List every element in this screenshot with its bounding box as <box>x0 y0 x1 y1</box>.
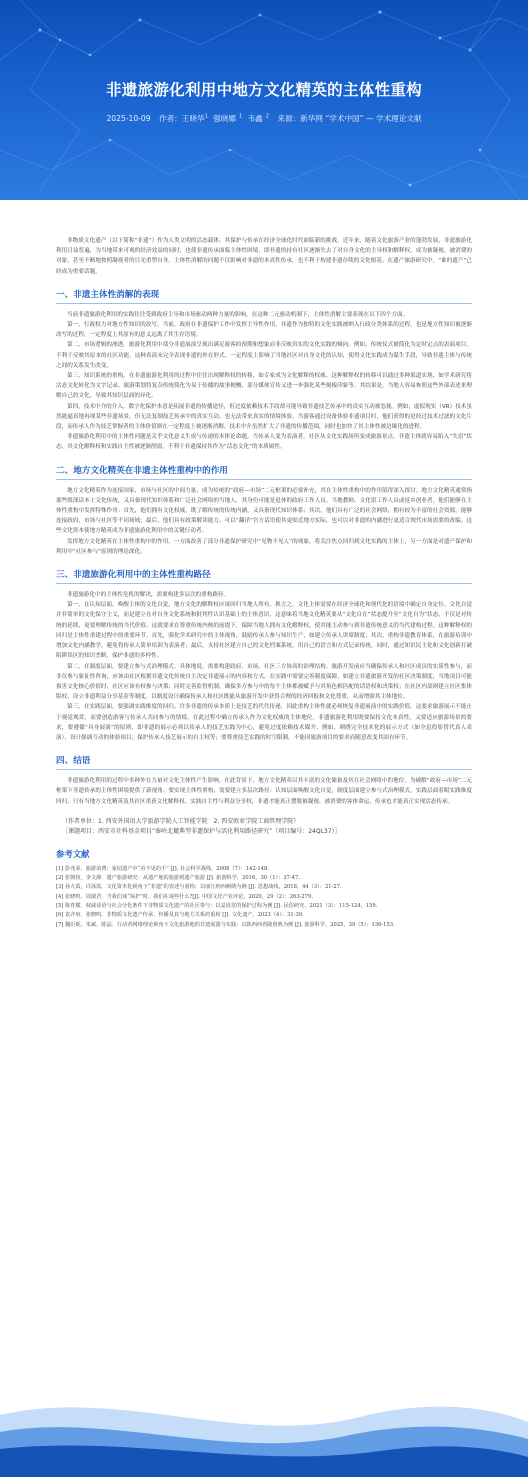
section-paragraph: 第二，在制度层面，要建立参与式治理模式。具体地说，需要构建政府、市场、社区三方协商的治理结构。旅游开发前应当确保传承人和社区成员的实质性参与，而非仅参与象征性咨询，应该由社区根据非遗文化传统自主决定非遗展示的内容和方式。在实践中需要完善制度保障，如建立非遗旅游开发的社区决策制度，当地项目可能损害文化核心价值时，社区应该有权参与决策；同时完善监督机制，确保多方参与中的每个主体都被赋予与其角色相匹配的话语权和决策权；在社区内部则建立社区集体版权、设立非遗利益分享基金等制度。以制度设计确保传承人和社区既能从旅游开发中获得合理的经济回报和文化尊重，从而增强其主体地位。 <box>56 663 472 701</box>
section-heading: 二、地方文化精英在非遗主体性重构中的作用 <box>56 465 228 476</box>
section-paragraph: 地方文化精英作为连接国家、市场与社区的中间力量，成为传统的“政府—市场”二元框架的必要补充，其在主体性重构中的作用值得深入探讨。地方文化精英通常指那些既深谙本土文化传统，又具备现代知识体系和广泛社会网络的当地人，其身份可能是退休的政府工作人员、当地教师、文化馆工作人员或返乡创业者。他们能够在主体性重构中发挥特殊作用：首先，他们拥有文化权威，既了解传统的传统内涵，又具备现代知识体系；其次，他们具有广泛的社会网络，拥有较为丰富的社会资源，能够连接政府、市场与社区等不同场域；最后，他们具有政策解读能力，可以“翻译”官方话语使其更贴近地方实际，也可以对非遗的内涵进行更适合现代市场需要的改编。这些文化资本使地方精英成为非遗旅游化利用中的关键行动者。 <box>56 487 472 535</box>
section-paragraph: 发挥地方文化精英在主体性重构中的作用，一方面改善了部分非遗保护研究中“见物不见人”的现象，将关注焦点回归到文化实践的主体上，另一方面是对遗产保护和利用中“社区参与”原则的理论深化。 <box>56 538 472 555</box>
reference-list <box>56 865 472 930</box>
source-line: 来源：新华网 “学术中国” — 学术理论文献 <box>277 114 422 123</box>
section-heading: 三、非遗旅游化利用中的主体性重构路径 <box>56 570 211 581</box>
section-divider <box>56 303 472 304</box>
author-name: 强晓娜 <box>213 114 236 123</box>
author-affiliation-note <box>56 817 472 838</box>
reference-item: [5] 陈育耀．权威话语与社会分化条件下非物质文化遗产的社区参与：以妥瑶堂的保护过程为例 [J]. 民俗研究，2021（3）：115-124，159. <box>56 902 378 909</box>
section-divider <box>56 479 472 480</box>
section-paragraph: 第二，市场逻辑的渗透。旅游化利用中部分非遗展演呈现出满足游客的预期和想象而非反映真实的文化实践的倾向。例如，传统仪式被简化为定时定点的表演项目，不利于反映其原本的社区功能。这种表演未完全表现非遗的外在形式，一定程度上影响了当地社区对自身文化的认知，使得文化实践成为谋生手段，导致非遗主体与传统之间的关系发生改变。 <box>56 342 472 369</box>
section-paragraph: 非遗旅游化利用中的主体性问题是关乎文化意义生成与传递的本体论命题。当传承人变为表演者，社区从文化实践场所变成旅游景点，非遗主体就容易陷入“失语”状态，其文化解释权和实践自主性被逐渐削弱，不利于非遗保持其作为“活态文化”的本质属性。 <box>56 434 472 451</box>
reference-item: [7] 魏臣妮，朱斌，陈晶．行动者网络理论视角下文化旅游地的非遗展演与实践：以陕西西省陇督典为例 [J]. 旅游科学，2025，39（5）：136-153. <box>56 921 395 928</box>
article-meta <box>0 113 528 124</box>
intro-paragraph: 非物质文化遗产（以下简称“非遗”）作为人类文明的活态载体，其保护与传承在经济全球化时代面临新的挑战。近年来，随着文化旅游产业的蓬勃发展，非遗旅游化利用日益普遍，为当地带来可观的经济效益的同时，也使非遗传承面临主体性困境，即非遗的持有社区逐渐失去了对自身文化的主导权和解释权，成为被凝视、被消费的对象，甚至不断地按照凝视者的目光重塑自身。主体性消解的问题不仅影响对非遗的本真性传承，也不利于构建非遗存续的文化根基。在遗产旅游研究中，“谁的遗产”已经成为重要话题。 <box>56 238 472 275</box>
section-divider <box>56 583 472 584</box>
section-paragraph: 第一，在认知层面，唤醒主体的文化自觉，地方文化的解释权应该回归当地人所有。换言之，文化主体需要在经济全球化和现代化的语境中确定自身定位。文化自觉并非简单的文化保守主义，而是建立在对自身文化系统和批判性认识基础上的主体意识。这意味着当地文化精英要从“文化自在”状态提升至“文化自为”状态，不仅是对传统的延续，更要理解传统的当代价值。这就要求在尊重传统内核的前提下，保障当地人拥有文化解释权，使其能主动参与到非遗传统意义的当代建构过程。这种解释权的回归是主体性重建过程中的重要环节。首先，强化学术研究中的主体视角，鼓励传承人参与知识生产，如建立传承人讲席制度；其次，重构非遗教育体系，在旅游培训中增加文化内涵教学，避免将传承人简单培训为表演者；最后，支持社区建立自己的文化档案系统，用自己的语言和方式记录传统。同时，通过知识民主化和文化创新打破陷阱误区的知识垄断，保护非遗的多样性。 <box>56 602 472 660</box>
author-label: 作者： <box>159 114 182 123</box>
section-paragraph: 第一，行政权力对地方性知识的改写。当前，政府在非遗保护工作中发挥主导性作用，非遗作为独特的文化实践被纳入行政分类体系的过程，也是地方性知识被逐渐改写的过程，一定程度上其原有的意义远离了其生存语境。 <box>56 322 472 339</box>
affiliation-line: （作者单位：1. 西安外国语大学旅游学院人工智能学院 2. 西安欧亚学院工商管理学院） <box>62 817 300 825</box>
section-heading: 一、非遗主体性消解的表现 <box>56 289 160 300</box>
author-affiliation: 1 <box>238 113 243 120</box>
header-banner <box>0 0 528 200</box>
project-line: ［课题项目：西安市社科基金项目“秦岭北麓典型非遗保护与活化利用路径研究”（项目编号：24QL37）］ <box>62 828 341 836</box>
section-paragraph: 第三，在实践层面，要强调实践维度的回归。许多非遗的传承本质上是技艺的代代传递，因此重构主体性就必须恢复非遗展演中的实践价值。这要求旅游展示不能止于视觉观赏，而要创造游客与传承人共同参与的情境。在此过程中确立传承人作为文化权威的主体地位。非遗旅游化利用既要保持文化本真性，又要适应旅游场景的要求，要遵循“具身展演”的原则，即非遗的展示必须以传承人的技艺实践为中心，避免过度依赖技术媒介。例如，刺绣完全技术化的展示方式（如全息投影替代真人表演），设计强调互动的体验项目，保护传承人技艺展示的自主权等；要尊重技艺实践的时空限制，不能因旅游项目的要求而随意改变其固有环节。 <box>56 704 472 741</box>
references-heading: 参考文献 <box>56 848 90 859</box>
reference-item: [1] 彭兆荣．旅游消费：家园遗产中“看不见的手” [J]. 社会科学战线，2008（7）：142-148. <box>56 865 269 872</box>
page-title: 非遗旅游化利用中地方文化精英的主体性重构 <box>105 81 422 99</box>
section-paragraph: 非遗旅游化中的主体性危机的解决，需要构建多层次的重构路径。 <box>67 592 230 599</box>
author-list <box>159 114 271 123</box>
section-paragraph: 第四，技术中介的介入。数字化保护本意是拓展非遗的传播途径，但过度依赖技术手段却可能导致非遗技艺传承中的真实互动被忽视。例如，虚拟现实（VR）技术虽然能逼真地再现某些非遗场景，但无法复制技艺传承中的真实互动，也无法带来真实的情境体验。当游客通过设备体验非遗项目时，他们获得的是经过技术过滤的文化片段，而传承人作为技艺掌握者的主体价值则在一定程度上被逐渐消解。技术中介虽然扩大了非遗的传播范围，同时也加快了其主体性被边缘化的进程。 <box>56 403 472 431</box>
section-paragraph: 第三，知识系统的重构。在非遗旅游化利用的过程中往往出现解释权的转移，如专家成为文化解释的权威。这种解释权的转移可以通过多种渠道实现，如学术研究将活态文化转化为文字记录、旅游策划将复杂传统简化为易于传播的故事梗概、部分媒体宣传又进一步强化某些刻板印象等。其结果是，当地人容易参照这些外部表述来理解自己的文化，导致其知识层面的异化。 <box>56 373 472 400</box>
section-paragraph: 非遗旅游化利用的过程中多种外在力量对文化主体性产生影响。在此背景下，地方文化精英以其丰富的文化储备及其在社会网络中的地位，为破解“政府—市场”二元框架下非遗传承的主体性困境提供了新视角。要实现主体性重构，需要建立多层次路径：认知层面唤醒文化自觉，制度层面建立参与式治理模式，实践层面着眼实践维度回归。只有当地方文化精英及其社区重获文化解释权、实践自主性与利益分享权，非遗才能真正摆脱被凝视、被消费的客体命运，传承也才能真正实现活态传承。 <box>56 778 472 805</box>
reference-item: [6] 袁齐府，张晓鸣．非物质文化遗产传承、传播及其与地方关系的重构 [J]. 文化遗产，2023（4）：31-39. <box>56 912 304 919</box>
author-name: 王晓华 <box>181 114 205 123</box>
section-divider <box>56 769 472 770</box>
reference-item: [2] 张朝枝，李文静．遗产旅游研究：从遗产地的旅游到遗产旅游 [J]. 旅游科学，2016，30（1）：37-47. <box>56 875 300 882</box>
reference-item: [3] 孙九霞，许泳霞．文化资本化视角下“非遗”的表述与重构：以丽江纳西刺绣为例 [J]. 思想战线，2018，44（3）：21-27. <box>56 884 342 891</box>
section-heading: 四、结语 <box>56 756 91 767</box>
reference-item: [4] 张晓鸣，周淑君．当我们谈“保护”时，我们在谈些什么?[J]. 中国文化产业评论，2020，29（2）：263-279. <box>56 893 313 900</box>
author-name: 韦鑫 <box>247 114 263 123</box>
publish-date: 2025-10-09 <box>106 114 151 123</box>
network-pattern-decoration <box>0 0 528 200</box>
section-paragraph: 当前非遗旅游化利用的实践往往受到政府主导和市场驱动两种力量的影响，在这种二元驱动机制下，主体性消解主要表现在以下四个方面。 <box>67 311 409 318</box>
author-affiliation: 2 <box>265 113 269 120</box>
article-body <box>56 236 472 930</box>
author-affiliation: 1 <box>204 113 208 120</box>
footer-wave-decoration <box>0 1377 528 1477</box>
